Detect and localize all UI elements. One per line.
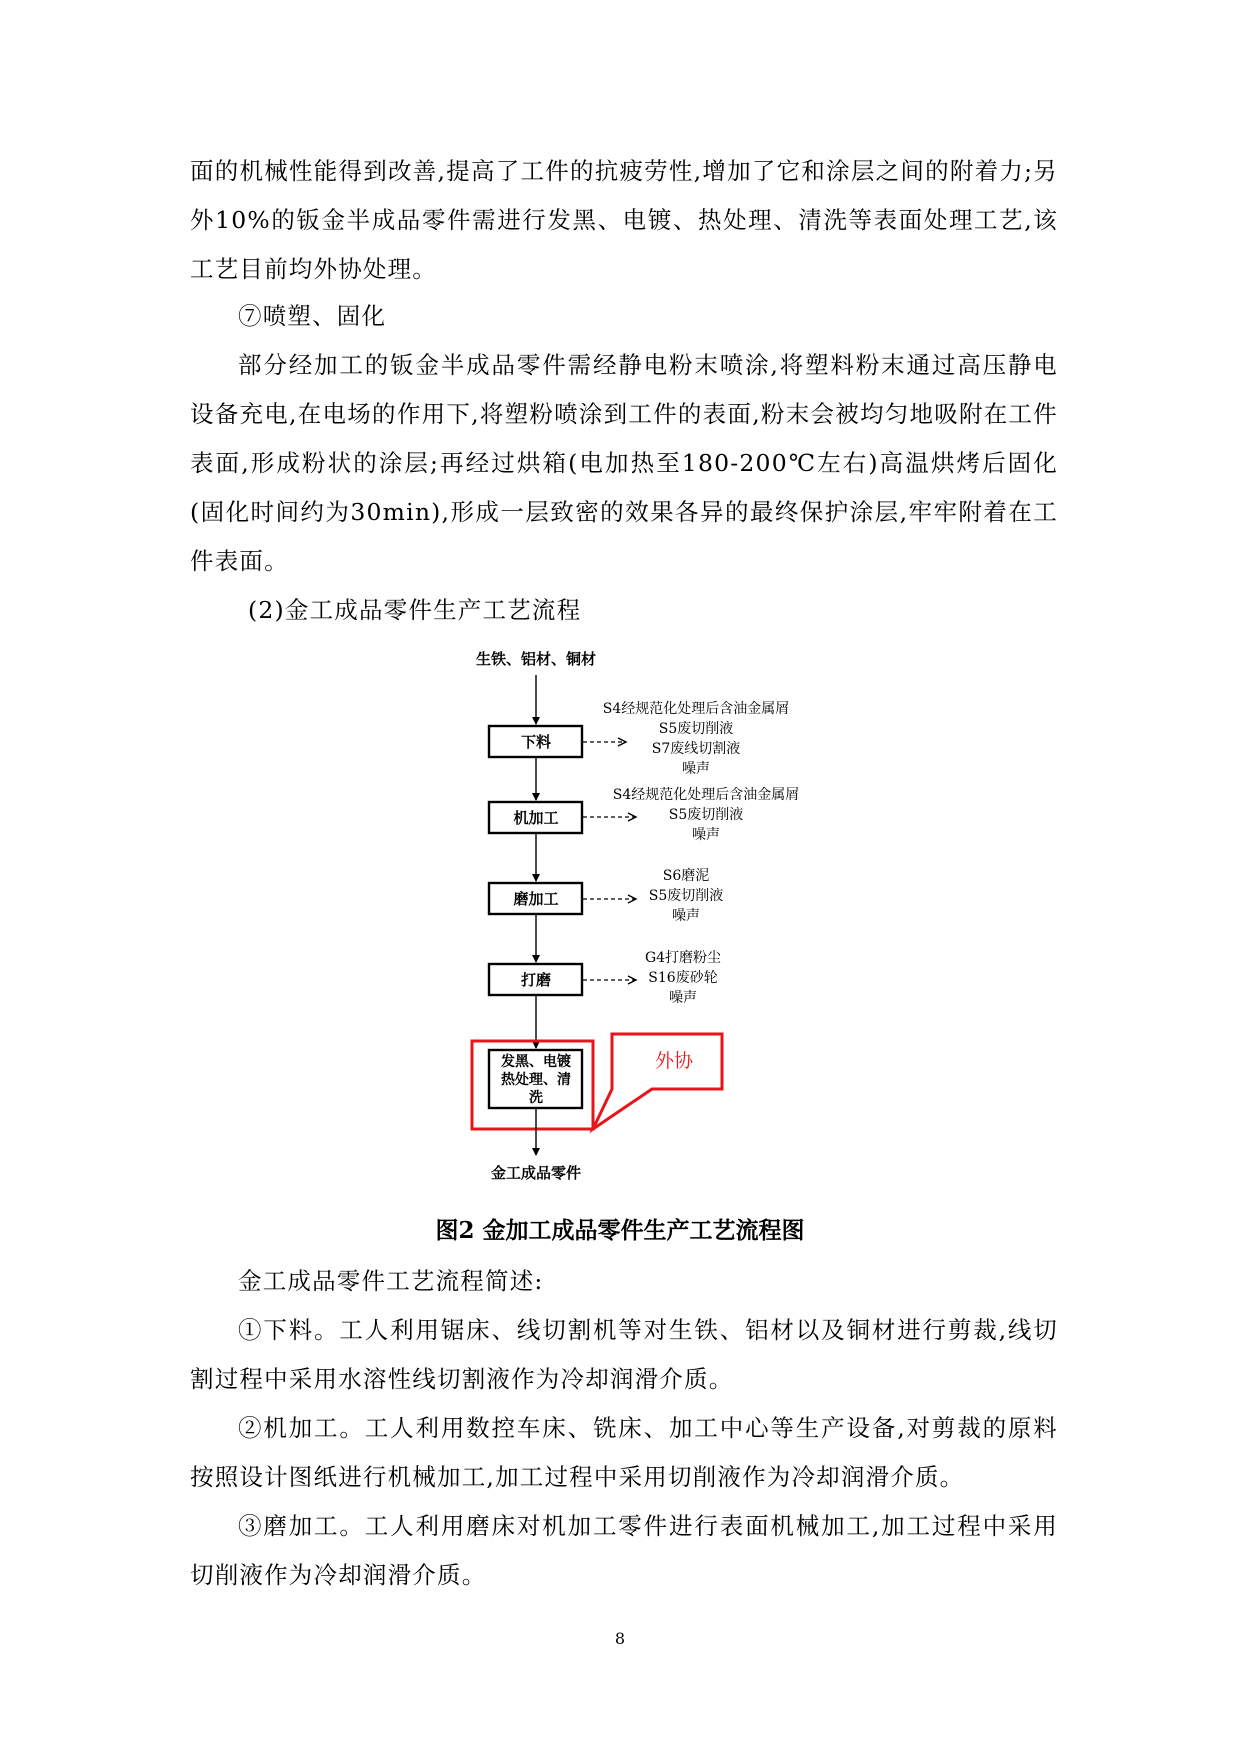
flow-step-label-polishing: 打磨 [520, 971, 552, 989]
figure-caption: 图2 金加工成品零件生产工艺流程图 [435, 1217, 805, 1244]
flow-output-label: 金工成品零件 [490, 1164, 582, 1182]
flow-output-machining-1: S4经规范化处理后含油金属屑 [612, 787, 800, 803]
flow-input-label: 生铁、铝材、铜材 [475, 650, 597, 668]
flow-outsourcing-label: 外协 [654, 1050, 694, 1072]
section-title-spray-cure: ⑦喷塑、固化 [238, 302, 387, 330]
description-item-blanking: ①下料。工人利用锯床、线切割机等对生铁、铝材以及铜材进行剪裁,线切割过程中采用水溶性线切割液作为冷却润滑介质。 [190, 1316, 1058, 1393]
flow-output-grinding-3: 噪声 [672, 908, 700, 924]
description-title: 金工成品零件工艺流程简述: [238, 1267, 544, 1295]
page-number: 8 [614, 1629, 626, 1648]
flow-output-grinding-2: S5废切削液 [648, 888, 724, 904]
flow-output-polishing-2: S16废砂轮 [648, 970, 718, 986]
flow-output-blanking-3: S7废线切割液 [651, 741, 741, 757]
description-item-machining: ②机加工。工人利用数控车床、铣床、加工中心等生产设备,对剪裁的原料按照设计图纸进行机械加工,加工过程中采用切削液作为冷却润滑介质。 [190, 1414, 1058, 1491]
flow-output-grinding-1: S6磨泥 [662, 868, 710, 884]
flow-step-label-machining: 机加工 [513, 809, 559, 827]
flow-outsourced-line-1: 发黑、电镀 [501, 1054, 571, 1070]
flow-output-machining-3: 噪声 [692, 827, 720, 843]
subsection-title-process-flow: (2)金工成品零件生产工艺流程 [248, 596, 582, 624]
flow-step-label-blanking: 下料 [520, 733, 552, 751]
flow-outsourced-line-3: 洗 [529, 1090, 543, 1106]
flow-output-polishing-3: 噪声 [669, 990, 697, 1006]
paragraph-spray-cure: 部分经加工的钣金半成品零件需经静电粉末喷涂,将塑料粉末通过高压静电设备充电,在电场的作用下,将塑粉喷涂到工件的表面,粉末会被均匀地吸附在工件表面,形成粉状的涂层;再经过烘箱(电加热至180-200℃左右)高温烘烤后固化(固化时间约为30min),形成一层致密的效果各异的最终保护涂层,牢牢附着在工件表面。 [190, 351, 1058, 575]
flow-step-label-grinding: 磨加工 [513, 890, 559, 908]
description-item-grinding: ③磨加工。工人利用磨床对机加工零件进行表面机械加工,加工过程中采用切削液作为冷却润滑介质。 [190, 1512, 1058, 1589]
flow-outsourced-line-2: 热处理、清 [501, 1072, 571, 1088]
paragraph-surface-treatment: 面的机械性能得到改善,提高了工件的抗疲劳性,增加了它和涂层之间的附着力;另外10%的钣金半成品零件需进行发黑、电镀、热处理、清洗等表面处理工艺,该工艺目前均外协处理。 [190, 157, 1058, 283]
flow-output-blanking-4: 噪声 [682, 761, 710, 777]
flow-output-polishing-1: G4打磨粉尘 [644, 950, 722, 966]
flow-output-machining-2: S5废切削液 [668, 807, 744, 823]
flow-outsourcing-callout [593, 1034, 722, 1129]
flow-output-blanking-1: S4经规范化处理后含油金属屑 [602, 701, 790, 717]
flow-output-blanking-2: S5废切削液 [658, 721, 734, 737]
